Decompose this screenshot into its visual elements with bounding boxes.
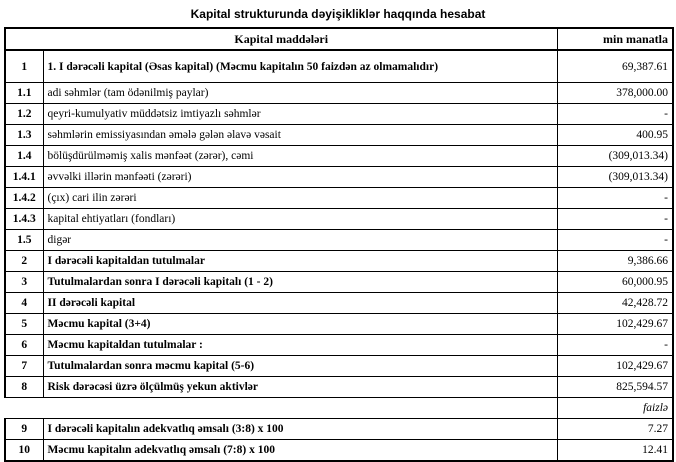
- row-value: 378,000.00: [557, 83, 673, 104]
- row-label: 1. I dərəcəli kapital (Əsas kapital) (Məcmu kapitalın 50 faizdən az olmamalıdır): [43, 50, 557, 83]
- table-row: [5, 335, 673, 356]
- table-row: [5, 356, 673, 377]
- table-row: [5, 293, 673, 314]
- row-num: 1.4.2: [5, 188, 43, 209]
- row-num: 10: [5, 440, 43, 462]
- row-label: Məcmu kapital (3+4): [43, 314, 557, 335]
- row-num: 5: [5, 314, 43, 335]
- row-num: 3: [5, 272, 43, 293]
- row-num: 1: [5, 50, 43, 83]
- row-value: 42,428.72: [557, 293, 673, 314]
- row-num: 1.1: [5, 83, 43, 104]
- row-value: (309,013.34): [557, 146, 673, 167]
- row-value: -: [557, 188, 673, 209]
- row-label: əvvəlki illərin mənfəəti (zərəri): [43, 167, 557, 188]
- row-num: 6: [5, 335, 43, 356]
- table-row: [5, 251, 673, 272]
- page-title: Kapital strukturunda dəyişikliklər haqqında hesabat: [190, 7, 486, 21]
- row-num: 2: [5, 251, 43, 272]
- table-row: [5, 125, 673, 146]
- table-row: [5, 104, 673, 125]
- table-row: [5, 146, 673, 167]
- table-row: [5, 419, 673, 440]
- table-row: [5, 272, 673, 293]
- row-label: bölüşdürülməmiş xalis mənfəət (zərər), cəmi: [43, 146, 557, 167]
- row-label: Məcmu kapitaldan tutulmalar :: [43, 335, 557, 356]
- table-header-row: [5, 28, 673, 50]
- table-row: [5, 50, 673, 83]
- table-row: [5, 167, 673, 188]
- table-row: [5, 314, 673, 335]
- table-row: [5, 188, 673, 209]
- column-header-items: Kapital maddələri: [5, 28, 557, 50]
- row-num: 7: [5, 356, 43, 377]
- capital-structure-table: [4, 27, 674, 462]
- row-label: adi səhmlər (tam ödənilmiş paylar): [43, 83, 557, 104]
- row-num: 4: [5, 293, 43, 314]
- row-num: 1.4.3: [5, 209, 43, 230]
- row-num: 1.4: [5, 146, 43, 167]
- table-row: [5, 209, 673, 230]
- row-value: 102,429.67: [557, 356, 673, 377]
- row-label: Tutulmalardan sonra məcmu kapital (5-6): [43, 356, 557, 377]
- table-row: [5, 83, 673, 104]
- row-value: 12.41: [557, 440, 673, 462]
- row-label: (çıx) cari ilin zərəri: [43, 188, 557, 209]
- row-value: 69,387.61: [557, 50, 673, 83]
- table-row: [5, 230, 673, 251]
- row-num: 1.2: [5, 104, 43, 125]
- percent-unit-label: faizlə: [557, 398, 673, 419]
- empty-cell: [5, 398, 43, 419]
- row-num: 9: [5, 419, 43, 440]
- row-num: 1.5: [5, 230, 43, 251]
- row-label: Məcmu kapitalın adekvatlıq əmsalı (7:8) x 100: [43, 440, 557, 462]
- row-value: 9,386.66: [557, 251, 673, 272]
- row-label: II dərəcəli kapital: [43, 293, 557, 314]
- row-value: 60,000.95: [557, 272, 673, 293]
- table-row: [5, 377, 673, 398]
- row-label: I dərəcəli kapitalın adekvatlıq əmsalı (3:8) x 100: [43, 419, 557, 440]
- column-header-unit: min manatla: [557, 28, 673, 50]
- row-value: 400.95: [557, 125, 673, 146]
- empty-cell: [43, 398, 557, 419]
- row-value: 7.27: [557, 419, 673, 440]
- row-num: 1.4.1: [5, 167, 43, 188]
- row-value: -: [557, 230, 673, 251]
- row-label: Tutulmalardan sonra I dərəcəli kapitalı (1 - 2): [43, 272, 557, 293]
- row-label: səhmlərin emissiyasından əmələ gələn əlavə vəsait: [43, 125, 557, 146]
- row-value: -: [557, 335, 673, 356]
- row-label: kapital ehtiyatları (fondları): [43, 209, 557, 230]
- row-num: 1.3: [5, 125, 43, 146]
- row-value: -: [557, 209, 673, 230]
- row-value: 825,594.57: [557, 377, 673, 398]
- row-value: -: [557, 104, 673, 125]
- table-row: [5, 440, 673, 462]
- row-label: digər: [43, 230, 557, 251]
- row-label: I dərəcəli kapitaldan tutulmalar: [43, 251, 557, 272]
- row-label: Risk dərəcəsi üzrə ölçülmüş yekun aktivlər: [43, 377, 557, 398]
- row-value: 102,429.67: [557, 314, 673, 335]
- row-num: 8: [5, 377, 43, 398]
- percent-row: [5, 398, 673, 419]
- row-value: (309,013.34): [557, 167, 673, 188]
- row-label: qeyri-kumulyativ müddətsiz imtiyazlı səhmlər: [43, 104, 557, 125]
